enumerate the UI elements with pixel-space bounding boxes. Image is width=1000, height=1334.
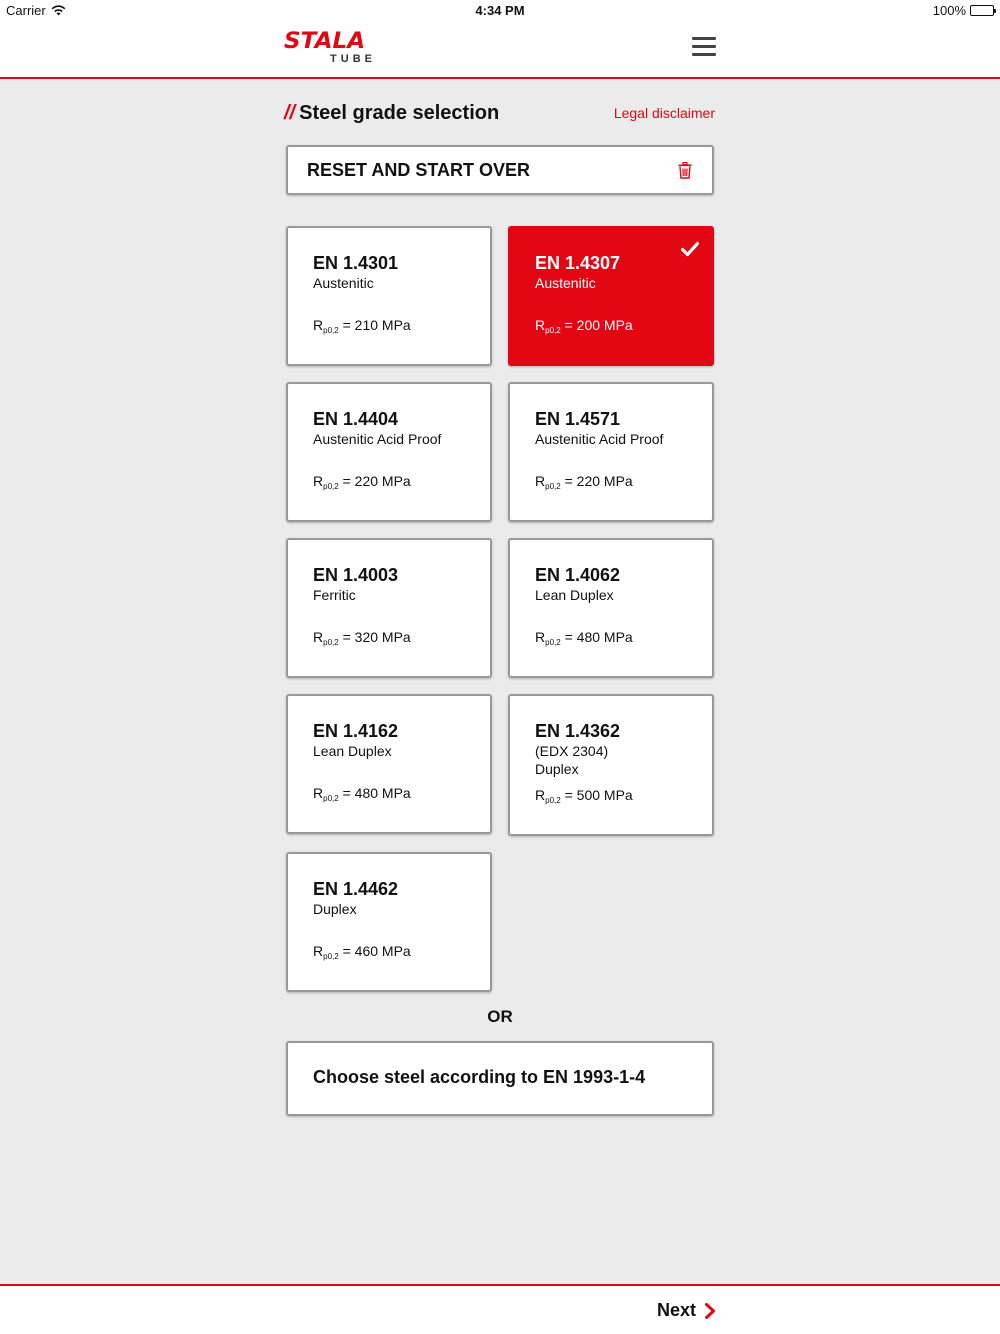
grade-type: Austenitic Acid Proof	[535, 431, 664, 447]
grade-yield-strength: $R_{p0,2} = 220$ MPa	[313, 473, 411, 491]
grade-type: Austenitic	[313, 275, 374, 291]
choose-by-standard-button[interactable]	[286, 1041, 714, 1116]
or-divider: OR	[487, 1007, 513, 1026]
grade-yield-strength: $R_{p0,2} = 500$ MPa	[535, 787, 633, 805]
next-button-label: Next	[656, 1300, 696, 1320]
battery-icon	[970, 5, 994, 16]
grade-code: EN 1.4571	[535, 409, 621, 429]
grade-yield-strength: $R_{p0,2} = 320$ MPa	[313, 629, 411, 647]
title-prefix: //	[284, 102, 296, 124]
carrier-info	[6, 3, 66, 18]
reset-button[interactable]	[286, 145, 714, 195]
grade-card-1-4301[interactable]	[286, 226, 492, 366]
grade-card-1-4062[interactable]	[508, 538, 714, 678]
grade-card-1-4571[interactable]	[508, 382, 714, 522]
reset-button-label: RESET AND START OVER	[307, 159, 531, 180]
page-title	[284, 102, 499, 125]
grade-code: EN 1.4362	[535, 721, 621, 741]
trash-icon	[678, 162, 692, 179]
grade-code: EN 1.4003	[313, 565, 399, 585]
title-text: Steel grade selection	[299, 102, 500, 124]
grade-yield-strength: $R_{p0,2} = 460$ MPa	[313, 943, 411, 961]
status-bar	[0, 0, 1000, 22]
grade-type: (EDX 2304)	[535, 743, 609, 759]
grade-type: Austenitic	[535, 275, 596, 291]
next-button[interactable]	[657, 1300, 716, 1321]
grade-card-1-4404[interactable]	[286, 382, 492, 522]
grade-type: Ferritic	[313, 587, 356, 603]
grade-type: Lean Duplex	[313, 743, 392, 759]
stala-tube-logo	[284, 29, 376, 66]
grade-type: Lean Duplex	[535, 587, 614, 603]
wifi-icon	[51, 5, 66, 16]
chevron-right-icon	[704, 1303, 716, 1319]
grade-card-1-4162[interactable]	[286, 694, 492, 834]
logo-brand: STALA	[284, 29, 366, 54]
grade-code: EN 1.4462	[313, 879, 399, 899]
logo-sub: TUBE	[330, 53, 376, 65]
grade-card-1-4003[interactable]	[286, 538, 492, 678]
grade-card-1-4462[interactable]	[286, 852, 492, 992]
clock: 4:34 PM	[475, 3, 525, 18]
grade-yield-strength: $R_{p0,2} = 480$ MPa	[535, 629, 633, 647]
footer-bar	[0, 1284, 1000, 1334]
app-header	[0, 22, 1000, 79]
grade-code: EN 1.4062	[535, 565, 621, 585]
legal-disclaimer-link[interactable]: Legal disclaimer	[613, 105, 715, 121]
grade-type-secondary: Duplex	[535, 761, 579, 777]
grade-yield-strength: $R_{p0,2} = 220$ MPa	[535, 473, 633, 491]
grade-code: EN 1.4307	[535, 253, 621, 273]
grade-card-1-4362[interactable]	[508, 694, 714, 836]
hamburger-menu-icon[interactable]	[692, 37, 716, 57]
carrier-label: Carrier	[6, 3, 46, 18]
grade-yield-strength: $R_{p0,2} = 200$ MPa	[535, 317, 633, 335]
battery-info	[933, 3, 994, 18]
grade-type: Duplex	[313, 901, 357, 917]
checkmark-icon	[681, 241, 699, 257]
grade-yield-strength: $R_{p0,2} = 210$ MPa	[313, 317, 411, 335]
choose-button-label: Choose steel according to EN 1993-1-4	[313, 1067, 646, 1087]
grade-type: Austenitic Acid Proof	[313, 431, 442, 447]
grade-code: EN 1.4404	[313, 409, 399, 429]
grade-code: EN 1.4162	[313, 721, 399, 741]
grade-code: EN 1.4301	[313, 253, 399, 273]
grade-card-1-4307[interactable]	[508, 226, 714, 366]
battery-percent: 100%	[932, 3, 966, 18]
grade-yield-strength: $R_{p0,2} = 480$ MPa	[313, 785, 411, 803]
